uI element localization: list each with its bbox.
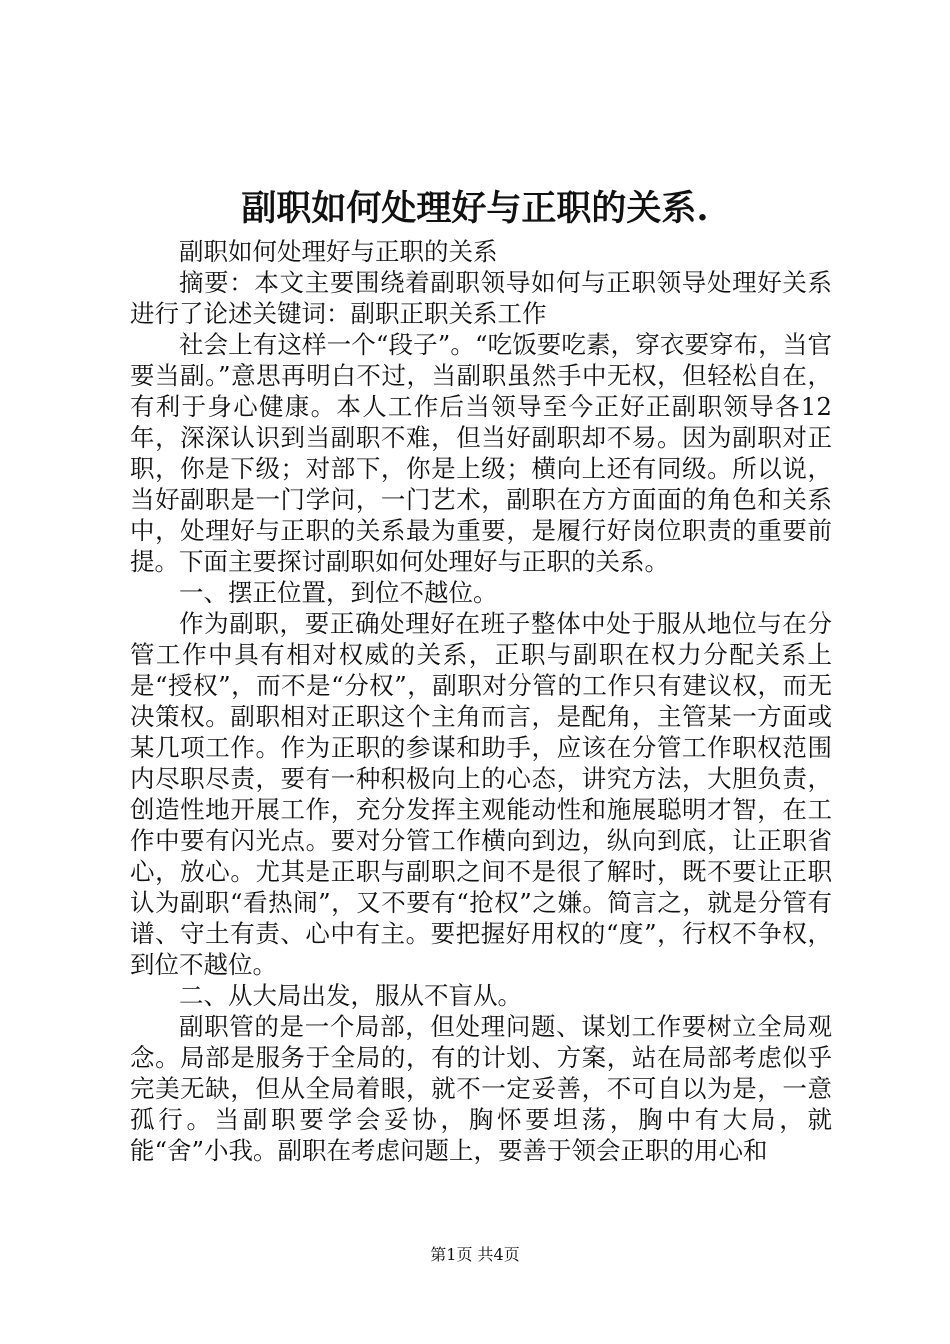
paragraph-subtitle: 副职如何处理好与正职的关系 [179, 237, 498, 266]
paragraph-section-2: 副职管的是一个局部，但处理问题、谋划工作要树立全局观念。局部是服务于全局的，有的计划、方案，站在局部考虑似乎完美无缺，但从全局着眼，就不一定妥善，不可自以为是，一意孤行。当副职要学会妥协，胸怀要坦荡，胸中有大局，就能“舍”小我。副职在考虑问题上，要善于领会正职的用心和 [130, 1012, 832, 1165]
paragraph-intro: 社会上有这样一个“段子”。“吃饭要吃素，穿衣要穿布，当官要当副。”意思再明白不过，当副职虽然手中无权，但轻松自在，有利于身心健康。本人工作后当领导至今正好正副职领导各12年，深深认识到当副职不难，但当好副职却不易。因为副职对正职，你是下级；对部下，你是上级；横向上还有同级。所以说，当好副职是一门学问，一门艺术，副职在方方面面的角色和关系中，处理好与正职的关系最为重要，是履行好岗位职责的重要前提。下面主要探讨副职如何处理好与正职的关系。 [130, 330, 832, 576]
paragraph-section-1: 作为副职，要正确处理好在班子整体中处于服从地位与在分管工作中具有相对权威的关系，正职与副职在权力分配关系上是“授权”，而不是“分权”，副职对分管的工作只有建议权，而无决策权。副职相对正职这个主角而言，是配角，主管某一方面或某几项工作。作为正职的参谋和助手，应该在分管工作职权范围内尽职尽责，要有一种积极向上的心态，讲究方法，大胆负责，创造性地开展工作，充分发挥主观能动性和施展聪明才智，在工作中要有闪光点。要对分管工作横向到边，纵向到底，让正职省心，放心。尤其是正职与副职之间不是很了解时，既不要让正职认为副职“看热闹”，又不要有“抢权”之嫌。简言之，就是分管有谱、守土有责、心中有主。要把握好用权的“度”，行权不争权，到位不越位。 [130, 609, 832, 979]
section-heading-1: 一、摆正位置，到位不越位。 [179, 578, 498, 607]
document-title: 副职如何处理好与正职的关系. [241, 188, 709, 229]
section-heading-2: 二、从大局出发，服从不盲从。 [179, 981, 522, 1010]
page-footer: 第1页 共4页 [430, 1245, 520, 1264]
document-body [130, 236, 832, 1166]
paragraph-abstract: 摘要：本文主要围绕着副职领导如何与正职领导处理好关系进行了论述关键词：副职正职关系工作 [130, 268, 832, 328]
